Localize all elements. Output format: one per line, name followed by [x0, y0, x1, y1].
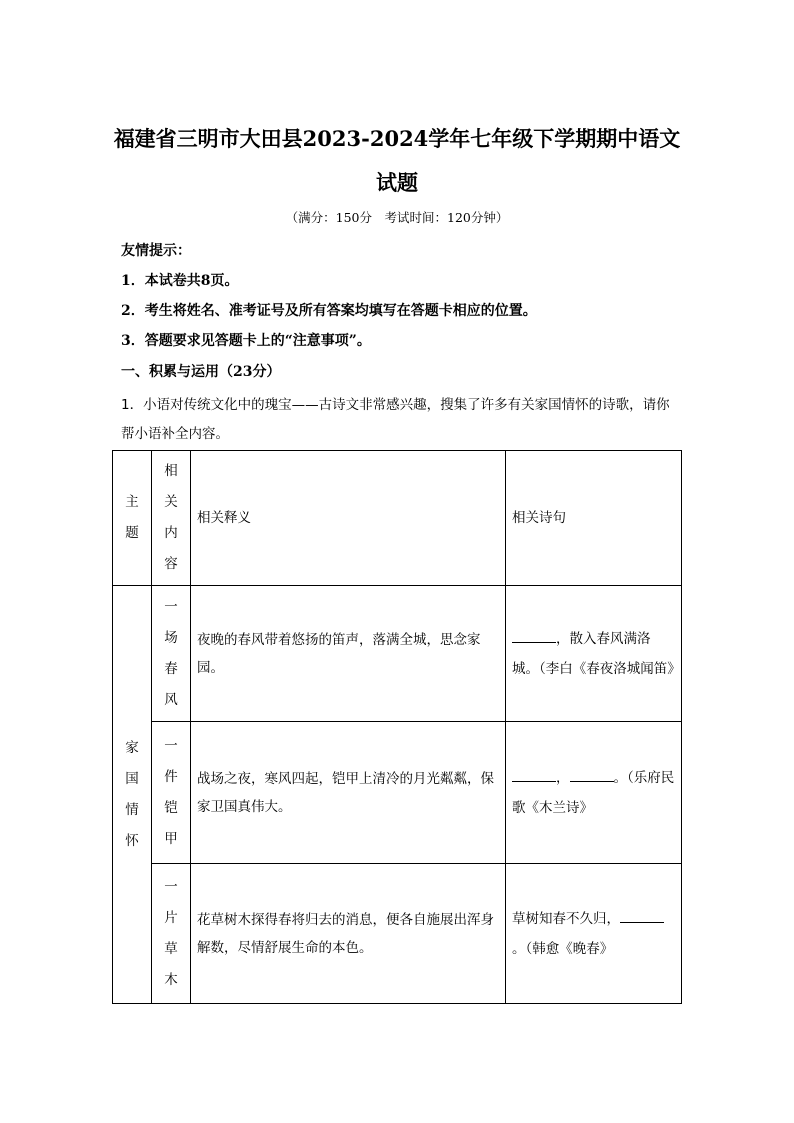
meaning-cell: 花草树木探得春将归去的消息，便各自施展出浑身解数，尽情舒展生命的本色。: [191, 864, 506, 1004]
theme-cell: 家国情怀: [113, 586, 152, 1004]
header-verse: 相关诗句: [506, 451, 682, 586]
verse-cell: ，散入春风满洛城。（李白《春夜洛城闻笛》: [506, 586, 682, 722]
meaning-cell: 战场之夜，寒风四起，铠甲上清冷的月光粼粼，保家卫国真伟大。: [191, 722, 506, 864]
exam-title-line1: 福建省三明市大田县2023-2024学年七年级下学期期中语文: [113, 126, 681, 151]
tip-item-1: 1．本试卷共8页。: [121, 273, 239, 289]
content-cell: 一件铠甲: [152, 722, 191, 864]
content-cell: 一片草木: [152, 864, 191, 1004]
header-content: 相关内容: [152, 451, 191, 586]
answer-blank[interactable]: [512, 767, 556, 782]
header-theme: 主题: [113, 451, 152, 586]
poem-table: [112, 450, 682, 1004]
verse-cell: ， 。（乐府民歌《木兰诗》: [506, 722, 682, 864]
table-row: [113, 864, 682, 1004]
table-row: [113, 586, 682, 722]
answer-blank[interactable]: [620, 908, 664, 923]
verse-cell: 草树知春不久归，。（韩愈《晚春》: [506, 864, 682, 1004]
answer-blank[interactable]: [570, 767, 614, 782]
header-meaning: 相关释义: [191, 451, 506, 586]
section-heading: 一、积累与运用（23分）: [121, 364, 281, 380]
tip-item-3: 3．答题要求见答题卡上的“注意事项”。: [121, 333, 371, 349]
tips-heading: 友情提示：: [121, 243, 191, 259]
tip-item-2: 2．考生将姓名、准考证号及所有答案均填写在答题卡相应的位置。: [121, 303, 537, 319]
meaning-cell: 夜晚的春风带着悠扬的笛声，落满全城，思念家园。: [191, 586, 506, 722]
answer-blank[interactable]: [512, 628, 556, 643]
exam-subtitle: （满分：150分 考试时间：120分钟）: [285, 210, 509, 225]
question-1-text: 1．小语对传统文化中的瑰宝——古诗文非常感兴趣，搜集了许多有关家国情怀的诗歌，请你帮小语补全内容。: [121, 397, 670, 442]
content-cell: 一场春风: [152, 586, 191, 722]
exam-title-line2: 试题: [376, 170, 418, 195]
table-row: [113, 722, 682, 864]
table-header-row: [113, 451, 682, 586]
